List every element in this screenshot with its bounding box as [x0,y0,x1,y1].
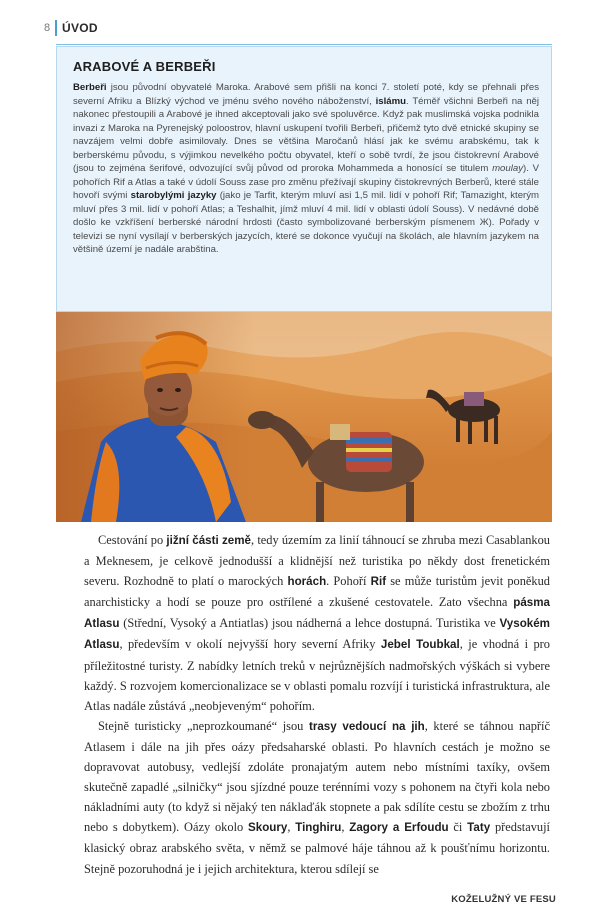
bold-term: horách [287,575,327,589]
page-number: 8 [44,22,51,34]
bold-term: Berbeři [73,82,107,93]
header-rule [56,44,552,45]
text-run: , [287,820,296,835]
italic-term: moulay [492,163,523,174]
bold-term: Zagory a Erfoudu [349,821,449,835]
text-run: se může turistům jevit poněkud anarchisticky a hodí se pouze pro ostřílené a zkušené cestovatele. Zato všechna [84,574,550,610]
text-run: Stejně turisticky „neprozkoumané“ jsou [98,718,309,733]
bold-term: trasy vedoucí na jih [308,719,425,733]
desert-camel-photo [56,312,552,522]
bold-term: pásma Atlasu [84,596,550,631]
bold-term: jižní části země [166,534,252,547]
running-header [0,10,600,40]
sidebar-box [56,46,552,312]
text-run: , [341,820,350,835]
text-run: . Pohoří [326,574,371,589]
text-run: Cestování po [98,533,167,547]
section-title: ÚVOD [62,21,98,35]
bold-term: starobylými jazyky [130,190,217,201]
bold-term: Rif [370,575,387,589]
sidebar-title: ARABOVÉ A BERBEŘI [73,59,216,74]
text-run: , které se táhnou napříč Atlasem i dále na jih přes oázy předsaharské oblasti. Po hlavních cestách je možno se dopravovat autobusy, vedlejší zdoláte pronajatým autem nebo místními taxíky, ovšem skutečně zapadlé „silničky“ jsou sjízdné pouze terénními vozy s pohonem na čtyři kola nebo nákladními auty (to když si nějaký ten náklaďák stopnete a pak sdílíte cestu se zbožím z trhu nebo s dobytkem). Oázy okolo [84,718,551,835]
text-run: či [448,820,468,835]
body-paragraph [84,530,550,716]
text-run: , je vhodná i pro příležitostné turisty. Z nabídky letních treků v nejrůznějších nadmořských výškách si vybere každý. S rozvojem komercionalizace se v oblasti pomalu rozvíjí i turistická infrastruktura, ale Atlas nadále zůstává „neobjeveným“ pohořím. [84,637,550,713]
bold-term: Vysokém Atlasu [84,617,550,652]
text-run: (Střední, Vysoký a Antiatlas) jsou nádherná a lehce dostupná. Turistika ve [119,616,500,631]
footer-label: KOŽELUŽNÝ VE FESU [451,894,556,905]
text-run: , především v okolí nejvyšší hory severní Afriky [119,637,381,652]
text-run: (jako je Tarfit, kterým mluví asi 1,5 mil. lidí v pohoří Rif; Tamazight, kterým mluví přes 3 mil. lidí v pohoří Atlas; a Teshalhit, jímž mluví 4 mil. lidí v oblasti údolí Souss). V nedávné době došlo ke vzkříšení berberské národní hrdosti (často symbolizované berberským písmenem Ж). Pořady v televizi se nyní vysílají v berberských jazycích, které se dokonce vyučují na školách, ale hlavním jazykem na většině území je nadále arabština. [73,190,540,255]
bold-term: Jebel Toubkal [380,638,460,652]
header-accent-bar [55,20,57,36]
text-run: jsou původní obyvatelé Maroka. Arabové sem přišli na konci 7. století poté, kdy se přehnali přes severní Afriku a Blízký východ ve jménu svého nového náboženství, [73,82,539,107]
text-run: ). V pohořích Rif a Atlas a také v údolí Souss zase pro změnu přežívají skupiny čistokrevných Berberů, které stále hovoří svými [73,163,539,201]
main-text [84,530,550,879]
sidebar-text [73,81,539,257]
text-run: . Téměř všichni Berbeři na něj nakonec přestoupili a Arabové je ihned akceptovali jako své spoluvěrce. Když pak muslimská vojska podnikla invazi z Maroka na Pyrenejský poloostrov, hlavní uskupení tvořili Berbeři, přičemž tyto dvě etnické skupiny se navzájem velmi dobře asimilovaly. Dnes se většina Maročanů hlásí jak ke svému arabskému, tak k berberskému původu, s výjimkou nevelkého počtu obyvatel, kteří o sobě tvrdí, že jsou čistokrevní Arabové (jsou to zejména šerifové, odvozující svůj původ od proroka Mohammeda a honosící se titulem [73,95,539,174]
body-paragraph [84,716,550,879]
text-run: , tedy územím za linií táhnoucí se zhruba mezi Casablankou a Meknesem, je celkově jednodušší a klidnější než turistika po někdy dost frenetickém severu. Rozhodně to platí o marockých [84,533,550,589]
bold-term: Taty [467,821,491,835]
text-run: představují klasický obraz arabského světa, v němž se palmové háje táhnou až k poušťnímu horizontu. Stejně pozoruhodná je i jejich architektura, kterou sdílejí se [84,820,551,876]
bold-term: islámu [375,95,407,107]
bold-term: Tinghiru [295,821,342,835]
bold-term: Skoury [248,821,288,835]
